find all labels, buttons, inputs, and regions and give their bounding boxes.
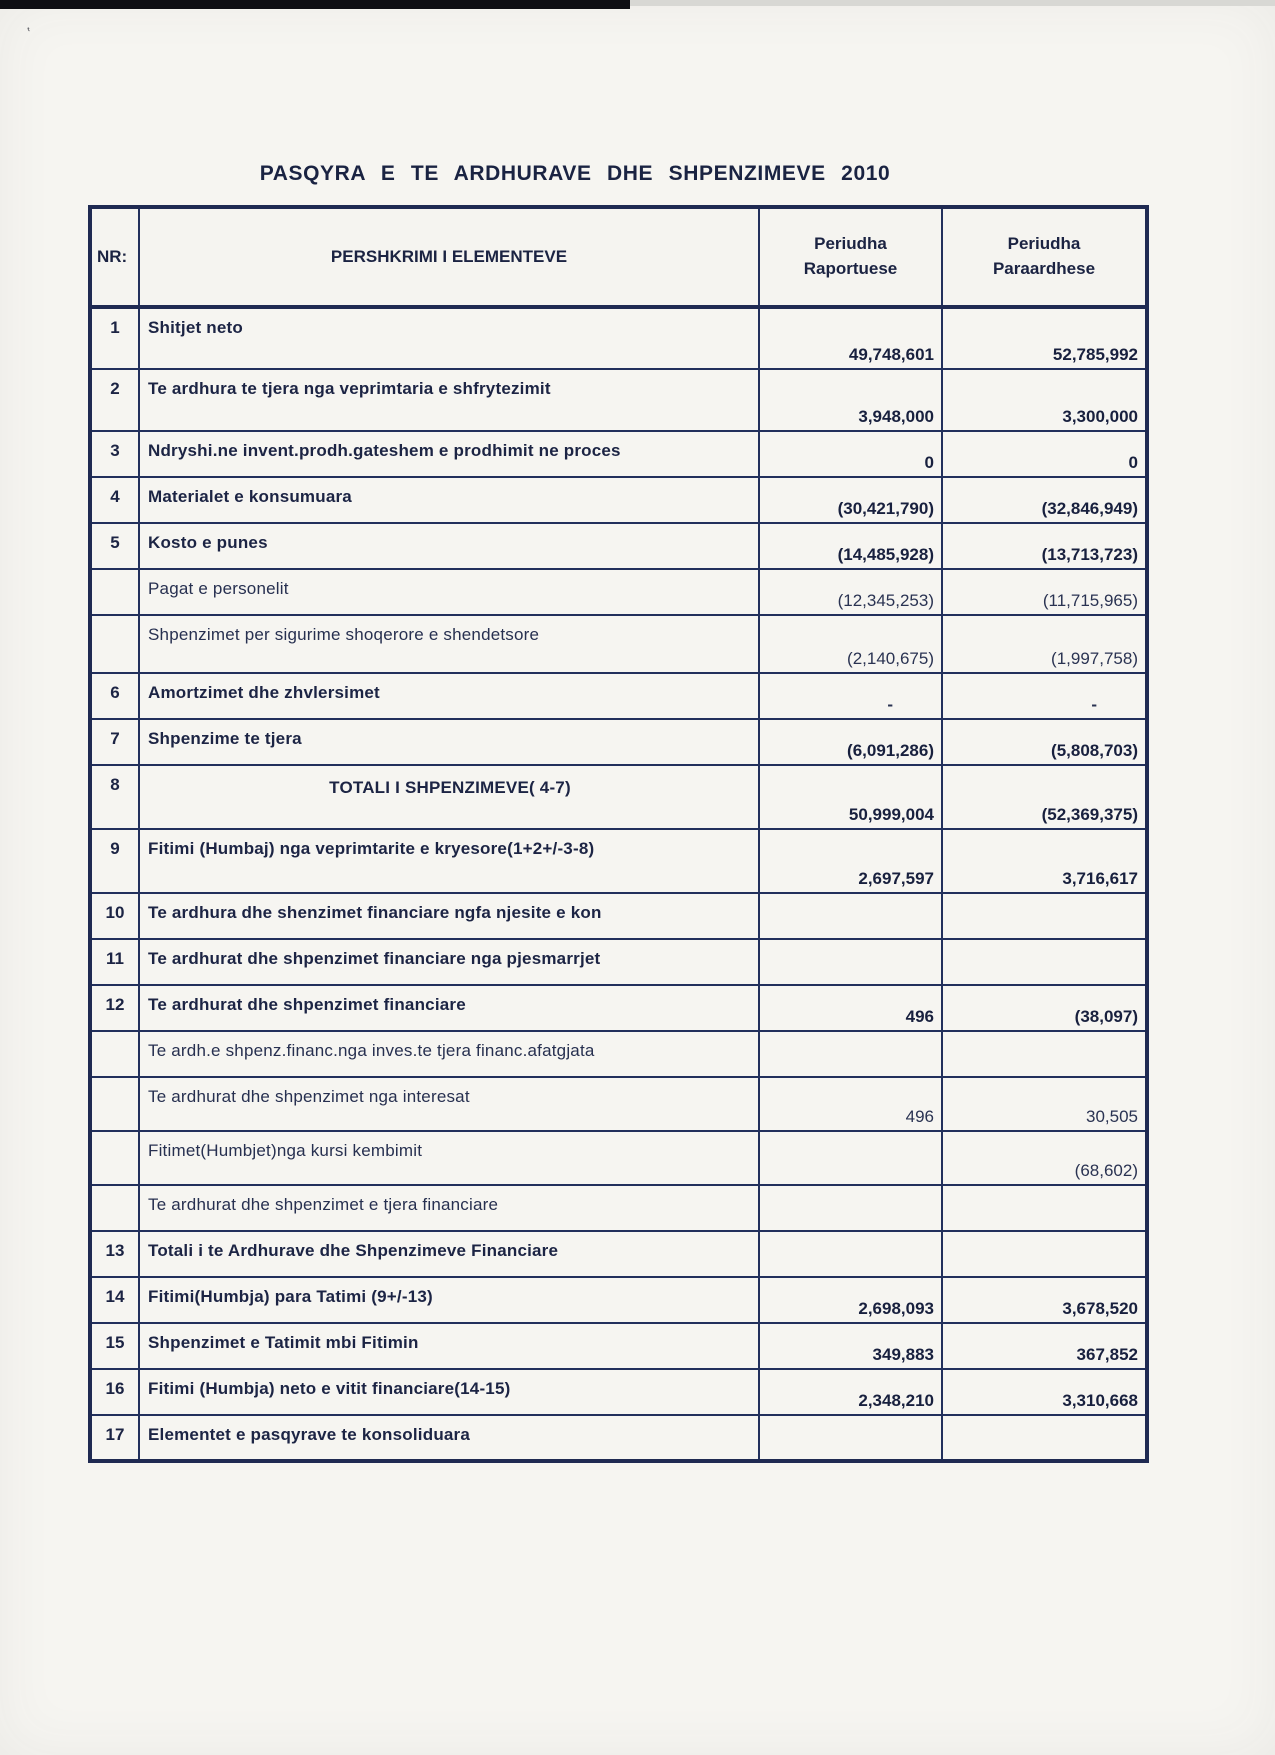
table-header-row: [90, 207, 1147, 307]
reporting-value-cell: -: [759, 673, 942, 719]
previous-value-cell: (32,846,949): [942, 477, 1147, 523]
previous-value-cell: [942, 1185, 1147, 1231]
previous-value-cell: [942, 1231, 1147, 1277]
reporting-value-cell: 496: [759, 1077, 942, 1131]
scan-edge-artifact-dark: [0, 0, 630, 9]
description-cell: Kosto e punes: [139, 523, 759, 569]
row-number-cell: 10: [90, 893, 139, 939]
previous-value-cell: 3,300,000: [942, 369, 1147, 431]
table-row: [90, 719, 1147, 765]
description-cell: Te ardhura dhe shenzimet financiare ngfa njesite e kon: [139, 893, 759, 939]
description-cell: Fitimi(Humbja) para Tatimi (9+/-13): [139, 1277, 759, 1323]
description-cell: Te ardhurat dhe shpenzimet financiare: [139, 985, 759, 1031]
previous-value-cell: [942, 1415, 1147, 1461]
row-number-cell: 16: [90, 1369, 139, 1415]
previous-value-cell: [942, 1031, 1147, 1077]
previous-value-cell: (38,097): [942, 985, 1147, 1031]
row-number-cell: [90, 1077, 139, 1131]
reporting-value-cell: 2,697,597: [759, 829, 942, 893]
description-cell: Te ardhurat dhe shpenzimet financiare nga pjesmarrjet: [139, 939, 759, 985]
income-statement-table: [88, 205, 1149, 1463]
description-cell: Shitjet neto: [139, 307, 759, 369]
row-number-cell: [90, 1185, 139, 1231]
scan-edge-artifact-light: [630, 0, 1275, 6]
row-number-cell: 8: [90, 765, 139, 829]
description-cell: TOTALI I SHPENZIMEVE( 4-7): [139, 765, 759, 829]
row-number-cell: [90, 569, 139, 615]
document-title: PASQYRA E TE ARDHURAVE DHE SHPENZIMEVE 2010: [259, 162, 891, 186]
description-cell: Shpenzimet e Tatimit mbi Fitimin: [139, 1323, 759, 1369]
scan-speck-artifact: ‛: [25, 23, 35, 44]
previous-value-cell: 3,716,617: [942, 829, 1147, 893]
table-row: [90, 939, 1147, 985]
reporting-value-cell: [759, 1231, 942, 1277]
table-row: [90, 893, 1147, 939]
table-row: [90, 765, 1147, 829]
reporting-value-cell: [759, 893, 942, 939]
description-cell: Elementet e pasqyrave te konsoliduara: [139, 1415, 759, 1461]
row-number-cell: 1: [90, 307, 139, 369]
reporting-value-cell: 496: [759, 985, 942, 1031]
header-nr: NR:: [90, 207, 139, 307]
row-number-cell: [90, 615, 139, 673]
table-row: [90, 1131, 1147, 1185]
row-number-cell: 5: [90, 523, 139, 569]
description-cell: Te ardhura te tjera nga veprimtaria e shfrytezimit: [139, 369, 759, 431]
previous-value-cell: 367,852: [942, 1323, 1147, 1369]
previous-value-cell: (1,997,758): [942, 615, 1147, 673]
reporting-value-cell: (2,140,675): [759, 615, 942, 673]
table-row: [90, 1031, 1147, 1077]
table-row: [90, 307, 1147, 369]
table-row: [90, 1277, 1147, 1323]
description-cell: Totali i te Ardhurave dhe Shpenzimeve Financiare: [139, 1231, 759, 1277]
reporting-value-cell: (30,421,790): [759, 477, 942, 523]
table-row: [90, 615, 1147, 673]
table-row: [90, 673, 1147, 719]
reporting-value-cell: 50,999,004: [759, 765, 942, 829]
description-cell: Te ardhurat dhe shpenzimet e tjera financiare: [139, 1185, 759, 1231]
reporting-value-cell: [759, 1185, 942, 1231]
reporting-value-cell: 0: [759, 431, 942, 477]
description-cell: Amortzimet dhe zhvlersimet: [139, 673, 759, 719]
previous-value-cell: 3,678,520: [942, 1277, 1147, 1323]
previous-value-cell: 3,310,668: [942, 1369, 1147, 1415]
row-number-cell: 2: [90, 369, 139, 431]
description-cell: Materialet e konsumuara: [139, 477, 759, 523]
row-number-cell: 7: [90, 719, 139, 765]
row-number-cell: 14: [90, 1277, 139, 1323]
reporting-value-cell: [759, 1415, 942, 1461]
table-row: [90, 369, 1147, 431]
description-cell: Fitimi (Humbja) neto e vitit financiare(14-15): [139, 1369, 759, 1415]
description-cell: Ndryshi.ne invent.prodh.gateshem e prodhimit ne proces: [139, 431, 759, 477]
description-cell: Te ardhurat dhe shpenzimet nga interesat: [139, 1077, 759, 1131]
description-cell: Shpenzimet per sigurime shoqerore e shendetsore: [139, 615, 759, 673]
description-cell: Fitimi (Humbaj) nga veprimtarite e kryesore(1+2+/-3-8): [139, 829, 759, 893]
header-description: PERSHKRIMI I ELEMENTEVE: [139, 207, 759, 307]
table-body: [90, 307, 1147, 1461]
description-cell: Shpenzime te tjera: [139, 719, 759, 765]
previous-value-cell: [942, 893, 1147, 939]
reporting-value-cell: 3,948,000: [759, 369, 942, 431]
table-row: [90, 1185, 1147, 1231]
reporting-value-cell: (14,485,928): [759, 523, 942, 569]
row-number-cell: 6: [90, 673, 139, 719]
row-number-cell: 9: [90, 829, 139, 893]
row-number-cell: 12: [90, 985, 139, 1031]
previous-value-cell: 52,785,992: [942, 307, 1147, 369]
previous-value-cell: (52,369,375): [942, 765, 1147, 829]
reporting-value-cell: (6,091,286): [759, 719, 942, 765]
reporting-value-cell: 2,698,093: [759, 1277, 942, 1323]
table-header: [90, 207, 1147, 307]
row-number-cell: 11: [90, 939, 139, 985]
previous-value-cell: (68,602): [942, 1131, 1147, 1185]
reporting-value-cell: 49,748,601: [759, 307, 942, 369]
previous-value-cell: [942, 939, 1147, 985]
table-row: [90, 569, 1147, 615]
table-row: [90, 985, 1147, 1031]
previous-value-cell: (5,808,703): [942, 719, 1147, 765]
previous-value-cell: 0: [942, 431, 1147, 477]
table-row: [90, 1231, 1147, 1277]
row-number-cell: 13: [90, 1231, 139, 1277]
table-row: [90, 523, 1147, 569]
table-row: [90, 477, 1147, 523]
header-reporting-period: Periudha Raportuese: [759, 207, 942, 307]
reporting-value-cell: 349,883: [759, 1323, 942, 1369]
row-number-cell: 4: [90, 477, 139, 523]
previous-value-cell: -: [942, 673, 1147, 719]
header-previous-period: Periudha Paraardhese: [942, 207, 1147, 307]
row-number-cell: [90, 1131, 139, 1185]
table-row: [90, 431, 1147, 477]
previous-value-cell: (11,715,965): [942, 569, 1147, 615]
description-cell: Te ardh.e shpenz.financ.nga inves.te tjera financ.afatgjata: [139, 1031, 759, 1077]
reporting-value-cell: [759, 939, 942, 985]
table-row: [90, 1323, 1147, 1369]
table-row: [90, 1369, 1147, 1415]
previous-value-cell: 30,505: [942, 1077, 1147, 1131]
description-cell: Pagat e personelit: [139, 569, 759, 615]
previous-value-cell: (13,713,723): [942, 523, 1147, 569]
row-number-cell: 3: [90, 431, 139, 477]
reporting-value-cell: [759, 1131, 942, 1185]
row-number-cell: 17: [90, 1415, 139, 1461]
row-number-cell: [90, 1031, 139, 1077]
reporting-value-cell: (12,345,253): [759, 569, 942, 615]
reporting-value-cell: [759, 1031, 942, 1077]
reporting-value-cell: 2,348,210: [759, 1369, 942, 1415]
table-row: [90, 1077, 1147, 1131]
table-row: [90, 829, 1147, 893]
table-row: [90, 1415, 1147, 1461]
row-number-cell: 15: [90, 1323, 139, 1369]
description-cell: Fitimet(Humbjet)nga kursi kembimit: [139, 1131, 759, 1185]
